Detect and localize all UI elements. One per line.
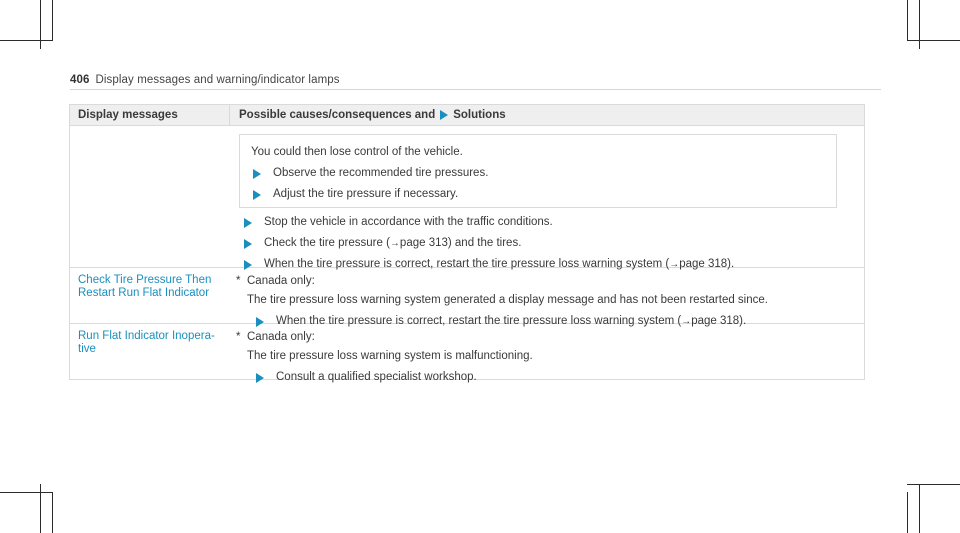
display-message-line: Restart Run Flat Indicator (78, 287, 210, 299)
asterisk-marker: * (236, 331, 241, 343)
column-header-causes-label: Possible causes/consequences and (239, 108, 436, 121)
page-title: Display messages and warning/indicator lamps (95, 74, 340, 86)
description-text: The tire pressure loss warning system is malfunctioning. (247, 350, 533, 362)
solution-cell (229, 268, 864, 327)
region-note (236, 271, 855, 292)
step-text-before: Check the tire pressure ( (264, 237, 390, 249)
crop-mark (0, 492, 53, 493)
column-header-display-messages: Display messages (78, 108, 178, 121)
solution-cell (229, 324, 864, 383)
warning-text: You could then lose control of the vehicle. (251, 146, 463, 158)
header-divider (70, 89, 881, 90)
page-reference-arrow-icon: → (669, 259, 680, 270)
step-arrow-icon (253, 169, 261, 179)
page-reference-arrow-icon: → (681, 316, 692, 327)
page-number: 406 (70, 74, 90, 86)
display-messages-table (69, 104, 865, 383)
message-cell (70, 126, 229, 267)
canada-only-label: Canada only: (247, 331, 315, 343)
asterisk-marker: * (236, 275, 241, 287)
crop-mark (907, 492, 908, 533)
list-item (251, 184, 826, 205)
solution-cell (229, 126, 864, 270)
crop-mark (919, 484, 920, 533)
crop-mark (52, 0, 53, 40)
step-text-before: When the tire pressure is correct, restart the tire pressure loss warning system ( (276, 315, 682, 327)
table-row (70, 268, 864, 327)
crop-mark (919, 0, 920, 49)
step-arrow-icon (244, 218, 252, 228)
table-row (70, 126, 864, 268)
column-header-solutions-label: Solutions (453, 108, 506, 121)
region-note (236, 327, 855, 348)
step-text: Observe the recommended tire pressures. (273, 167, 489, 179)
message-cell (70, 324, 229, 379)
step-arrow-icon (253, 190, 261, 200)
list-item (251, 163, 826, 184)
message-cell (70, 268, 229, 323)
table-header (70, 105, 864, 126)
page-reference-link[interactable]: page 318). (691, 315, 747, 327)
step-text: Consult a qualified specialist workshop. (276, 371, 477, 383)
crop-mark (52, 492, 53, 533)
step-text: Adjust the tire pressure if necessary. (273, 188, 459, 200)
page-reference-link[interactable]: page 318). (679, 258, 735, 270)
step-arrow-icon (244, 239, 252, 249)
play-arrow-icon (440, 110, 448, 120)
list-item (236, 233, 855, 254)
crop-mark (0, 40, 53, 41)
canada-only-label: Canada only: (247, 275, 315, 287)
crop-mark (907, 0, 908, 40)
step-text: Stop the vehicle in accordance with the traffic conditions. (264, 216, 553, 228)
list-item (236, 367, 855, 388)
description-text: The tire pressure loss warning system generated a display message and has not been restarted since. (247, 294, 768, 306)
column-header-causes-solutions (229, 105, 864, 125)
display-message-line: Check Tire Pressure Then (78, 274, 212, 286)
display-message-line: Run Flat Indicator Inopera- (78, 330, 215, 342)
display-message-line: tive (78, 343, 96, 355)
list-item (236, 212, 855, 233)
crop-mark (40, 0, 41, 49)
page-reference-link[interactable]: page 313) and the tires. (399, 237, 522, 249)
page-header (70, 74, 340, 86)
crop-mark (907, 40, 960, 41)
warning-box (239, 134, 837, 208)
crop-mark (907, 484, 960, 485)
step-arrow-icon (256, 373, 264, 383)
page-reference-arrow-icon: → (389, 238, 400, 249)
table-row (70, 324, 864, 383)
step-text-before: When the tire pressure is correct, restart the tire pressure loss warning system ( (264, 258, 670, 270)
